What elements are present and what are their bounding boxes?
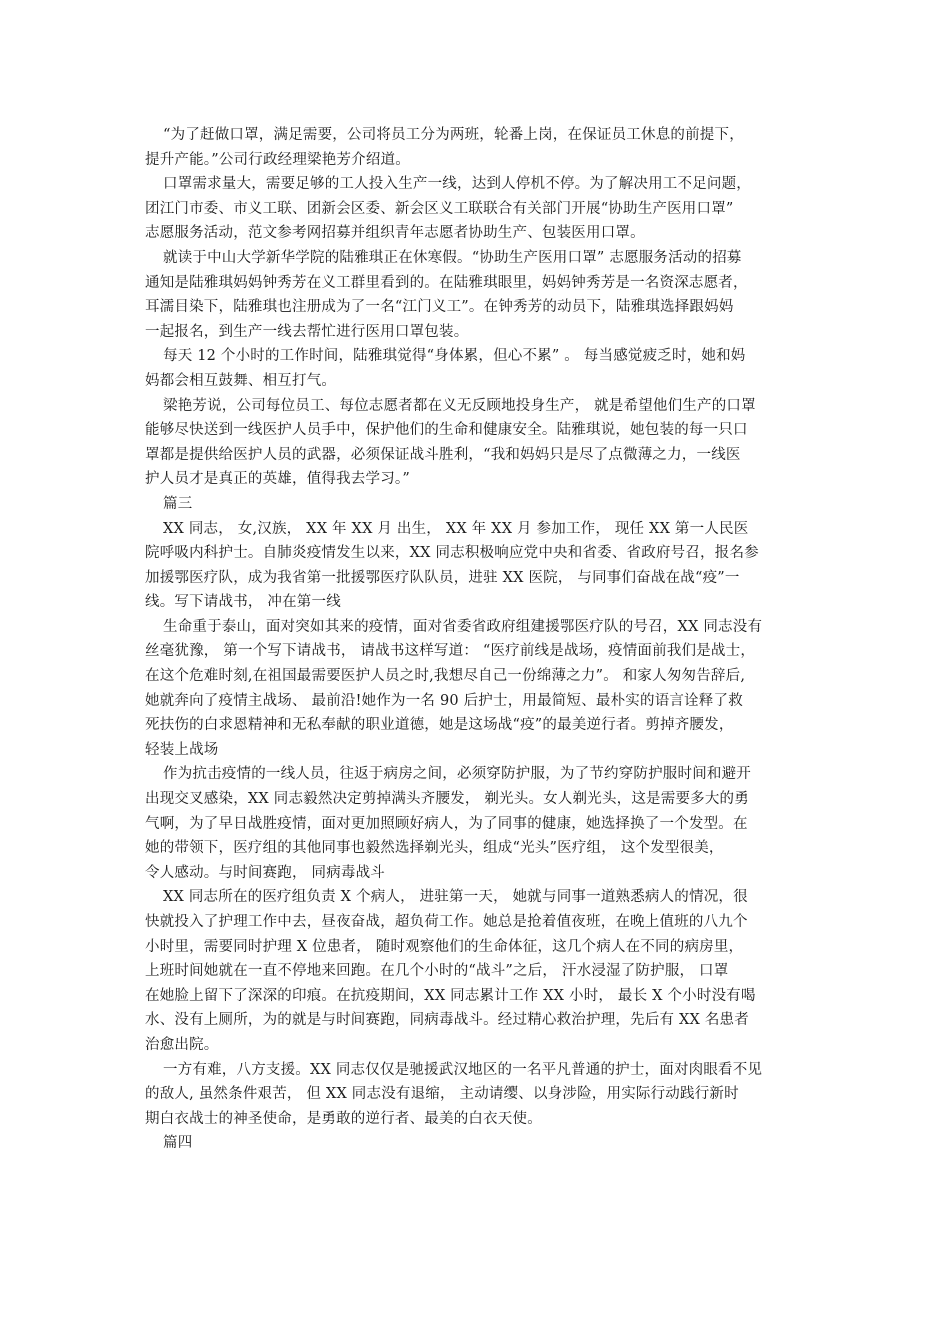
text-line: 她就奔向了疫情主战场、 最前沿!她作为一名 90 后护士，用最简短、最朴实的语言诠释了救 <box>145 692 743 709</box>
text-line: 篇三 <box>163 495 193 512</box>
text-line: 小时里，需要同时护理 X 位患者， 随时观察他们的生命体征，这几个病人在不同的病房里， <box>145 938 744 955</box>
text-line: 一方有难，八方支援。XX 同志仅仅是驰援武汉地区的一名平凡普通的护士，面对肉眼看不见 <box>163 1061 763 1078</box>
text-line: 院呼吸内科护士。自肺炎疫情发生以来，XX 同志积极响应党中央和省委、省政府号召，报名参 <box>145 545 759 562</box>
text-line: XX 同志所在的医疗组负责 X 个病人， 进驻第一天， 她就与同事一道熟悉病人的情况，很 <box>163 889 748 906</box>
text-line: 快就投入了护理工作中去，昼夜奋战，超负荷工作。她总是抢着值夜班，在晚上值班的八九个 <box>145 914 748 930</box>
text-line: 上班时间她就在一直不停地来回跑。在几个小时的“战斗”之后， 汗水浸湿了防护服， 口罩 <box>145 963 729 980</box>
text-line: “为了赶做口罩，满足需要，公司将员工分为两班，轮番上岗，在保证员工休息的前提下， <box>163 127 744 143</box>
text-line: 她的带领下，医疗组的其他同事也毅然选择剃光头，组成“光头”医疗组， 这个发型很美， <box>145 840 724 857</box>
text-line: 团江门市委、市义工联、团新会区委、新会区义工联联合有关部门开展“协助生产医用口罩” <box>145 200 734 217</box>
document-body <box>145 123 815 1156</box>
text-line: 丝毫犹豫， 第一个写下请战书， 请战书这样写道： “医疗前线是战场，疫情面前我们是战士， <box>145 643 756 660</box>
text-line: XX 同志， 女,汉族， XX 年 XX 月 出生， XX 年 XX 月 参加工作， 现任 XX 第一人民医 <box>163 520 749 537</box>
text-line: 妈都会相互鼓舞、相互打气。 <box>145 372 337 389</box>
text-line: 篇四 <box>163 1135 193 1152</box>
text-line: 气啊，为了早日战胜疫情，面对更加照顾好病人，为了同事的健康，她选择换了一个发型。在 <box>145 815 748 832</box>
text-line: 令人感动。与时间赛跑， 同病毒战斗 <box>145 864 386 881</box>
text-line: 线。写下请战书， 冲在第一线 <box>145 594 341 611</box>
text-line: 作为抗击疫情的一线人员，往返于病房之间，必须穿防护服，为了节约穿防护服时间和避开 <box>163 766 751 783</box>
text-line: 在这个危难时刻,在祖国最需要医护人员之时,我想尽自己一份绵薄之力”。 和家人匆匆告辞后, <box>145 668 746 685</box>
text-line: 一起报名，到生产一线去帮忙进行医用口罩包装。 <box>145 323 469 340</box>
text-line: 梁艳芳说，公司每位员工、每位志愿者都在义无反顾地投身生产， 就是希望他们生产的口罩 <box>163 397 756 414</box>
text-line: 生命重于泰山，面对突如其来的疫情，面对省委省政府组建援鄂医疗队的号召，XX 同志没有 <box>163 618 763 635</box>
text-line: 的敌人, 虽然条件艰苦， 但 XX 同志没有退缩， 主动请缨、以身涉险，用实际行动践行新时 <box>145 1086 739 1103</box>
text-line: 水、没有上厕所，为的就是与时间赛跑，同病毒战斗。经过精心救治护理，先后有 XX 名患者 <box>145 1012 749 1029</box>
text-line: 死扶伤的白求恩精神和无私奉献的职业道德，她是这场战“疫”的最美逆行者。剪掉齐腰发， <box>145 717 734 734</box>
text-line: 治愈出院。 <box>145 1036 219 1053</box>
text-line: 能够尽快送到一线医护人员手中，保护他们的生命和健康安全。陆雅琪说，她包装的每一只口 <box>145 422 748 439</box>
text-line: 在她脸上留下了深深的印痕。在抗疫期间，XX 同志累计工作 XX 小时， 最长 X 个小时没有喝 <box>145 987 756 1004</box>
text-line: 耳濡目染下，陆雅琪也注册成为了一名“江门义工”。在钟秀芳的动员下，陆雅琪选择跟妈妈 <box>145 299 734 316</box>
text-line: 就读于中山大学新华学院的陆雅琪正在休寒假。“协助生产医用口罩” 志愿服务活动的招募 <box>163 249 742 266</box>
text-line: 志愿服务活动，范文参考网招募并组织青年志愿者协助生产、包装医用口罩。 <box>145 225 645 242</box>
text-line: 出现交叉感染，XX 同志毅然决定剪掉满头齐腰发， 剃光头。女人剃光头，这是需要多大的勇 <box>145 791 749 808</box>
text-line: 护人员才是真正的英雄，值得我去学习。” <box>145 471 410 488</box>
text-line: 每天 12 个小时的工作时间，陆雅琪觉得“身体累，但心不累” 。 每当感觉疲乏时，她和妈 <box>163 348 746 365</box>
text-line: 期白衣战士的神圣使命，是勇敢的逆行者、最美的白衣天使。 <box>145 1110 542 1127</box>
text-line: 通知是陆雅琪妈妈钟秀芳在义工群里看到的。在陆雅琪眼里，妈妈钟秀芳是一名资深志愿者， <box>145 274 748 291</box>
text-line: 罩都是提供给医护人员的武器，必须保证战斗胜利，“我和妈妈只是尽了点微薄之力，一线医 <box>145 446 741 463</box>
text-line: 口罩需求量大，需要足够的工人投入生产一线，达到人停机不停。为了解决用工不足问题， <box>163 176 751 193</box>
text-line: 轻装上战场 <box>145 741 219 758</box>
text-line: 加援鄂医疗队，成为我省第一批援鄂医疗队队员，进驻 XX 医院， 与同事们奋战在战“疫”一 <box>145 569 740 586</box>
text-line: 提升产能。”公司行政经理梁艳芳介绍道。 <box>145 151 410 168</box>
